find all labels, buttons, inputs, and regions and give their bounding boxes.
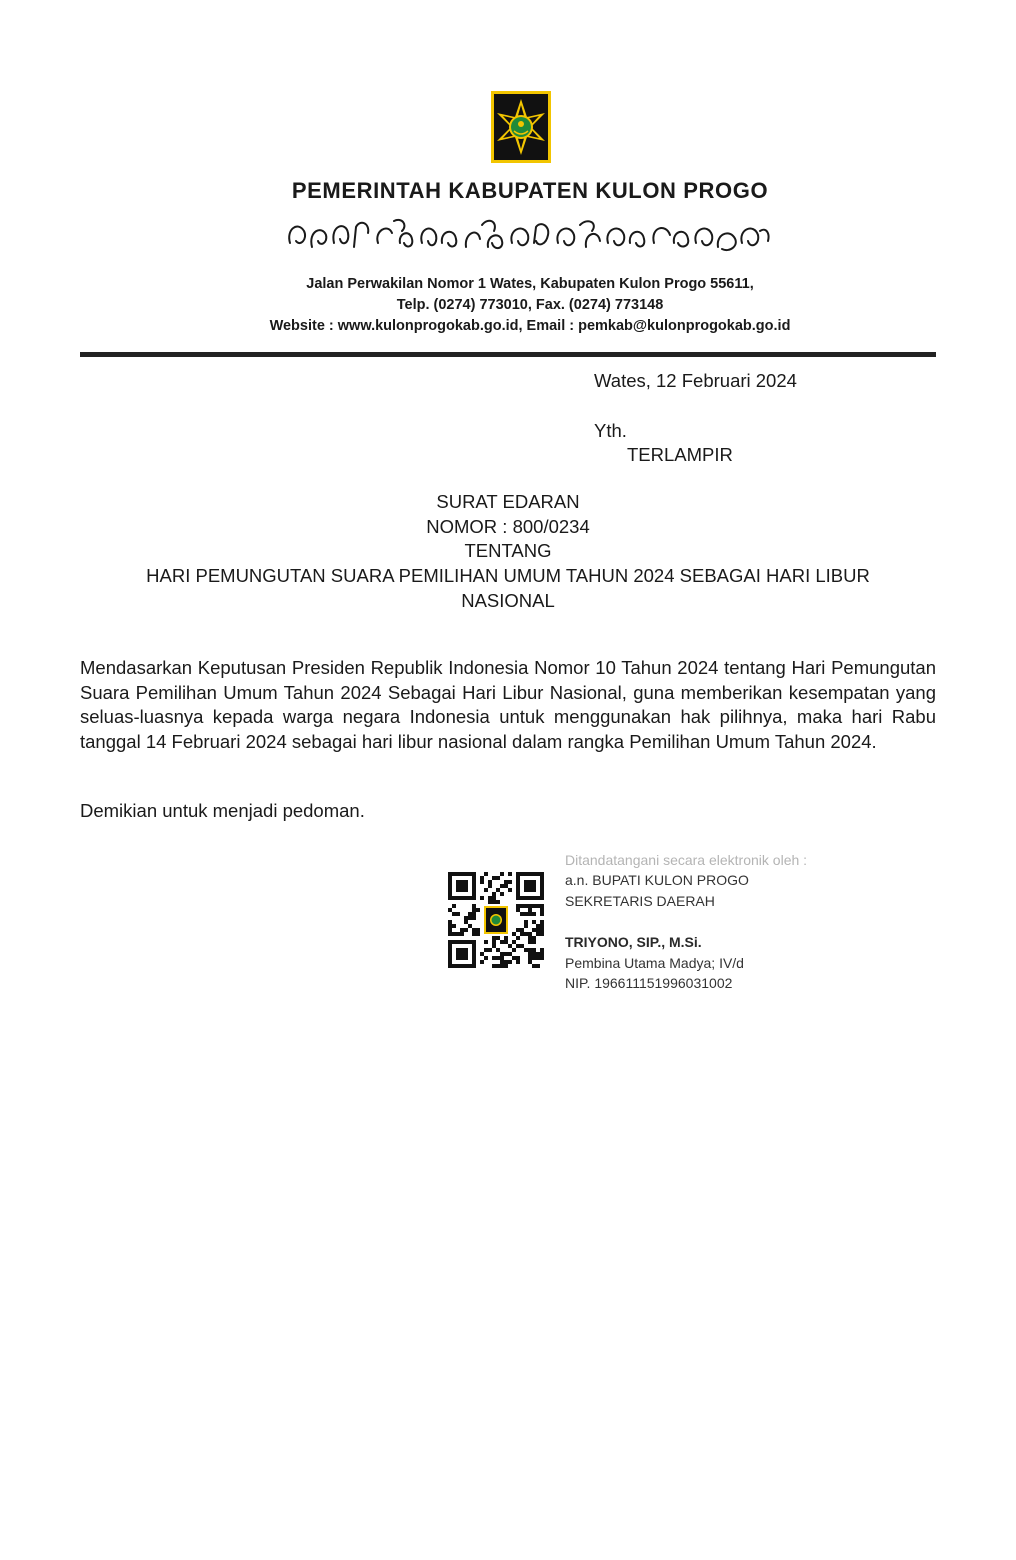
signer-name: TRIYONO, SIP., M.Si. [565,934,702,950]
letter-date: Wates, 12 Februari 2024 [594,370,797,391]
closing-sentence: Demikian untuk menjadi pedoman. [80,800,365,821]
signature-qr-code [448,872,544,968]
qr-code-icon [448,872,544,968]
recipient-prefix: Yth. [594,420,627,441]
signer-rank: Pembina Utama Madya; IV/d [565,955,744,971]
letter-subject-line-2: NASIONAL [461,590,555,611]
letter-about-label: TENTANG [464,540,552,561]
signer-on-behalf: a.n. BUPATI KULON PROGO [565,872,749,888]
javanese-script-line [282,213,772,261]
body-paragraph: Mendasarkan Keputusan Presiden Republik Indonesia Nomor 10 Tahun 2024 tentang Hari Pemungutan Suara Pemilihan Umum Tahun 2024 Sebagai Hari Libur Nasional, guna memberikan kesempatan yang seluas-luasnya kepada warga negara Indonesia untuk menggunakan hak pilihnya, maka hari Rabu tanggal 14 Februari 2024 sebagai hari libur nasional dalam rangka Pemilihan Umum Tahun 2024. [80,657,936,752]
address-line-1: Jalan Perwakilan Nomor 1 Wates, Kabupaten Kulon Progo 55611, [306,276,754,292]
address-line-3: Website : www.kulonprogokab.go.id, Email : pemkab@kulonprogokab.go.id [269,318,791,334]
signer-position: SEKRETARIS DAERAH [565,893,715,909]
regency-emblem [491,91,551,163]
letter-type: SURAT EDARAN [436,491,580,512]
recipient: TERLAMPIR [627,444,733,465]
address-line-2: Telp. (0274) 773010, Fax. (0274) 773148 [396,297,664,313]
header-divider [80,352,936,357]
government-name: PEMERINTAH KABUPATEN KULON PROGO [291,178,769,203]
letter-subject-line-1: HARI PEMUNGUTAN SUARA PEMILIHAN UMUM TAHUN 2024 SEBAGAI HARI LIBUR [146,565,870,586]
signed-electronically-label: Ditandatangani secara elektronik oleh : [565,852,808,868]
signer-nip: NIP. 196611151996031002 [565,975,733,991]
letter-number: NOMOR : 800/0234 [426,516,590,537]
kulon-progo-emblem-icon [491,91,551,163]
javanese-script-icon [282,213,772,261]
